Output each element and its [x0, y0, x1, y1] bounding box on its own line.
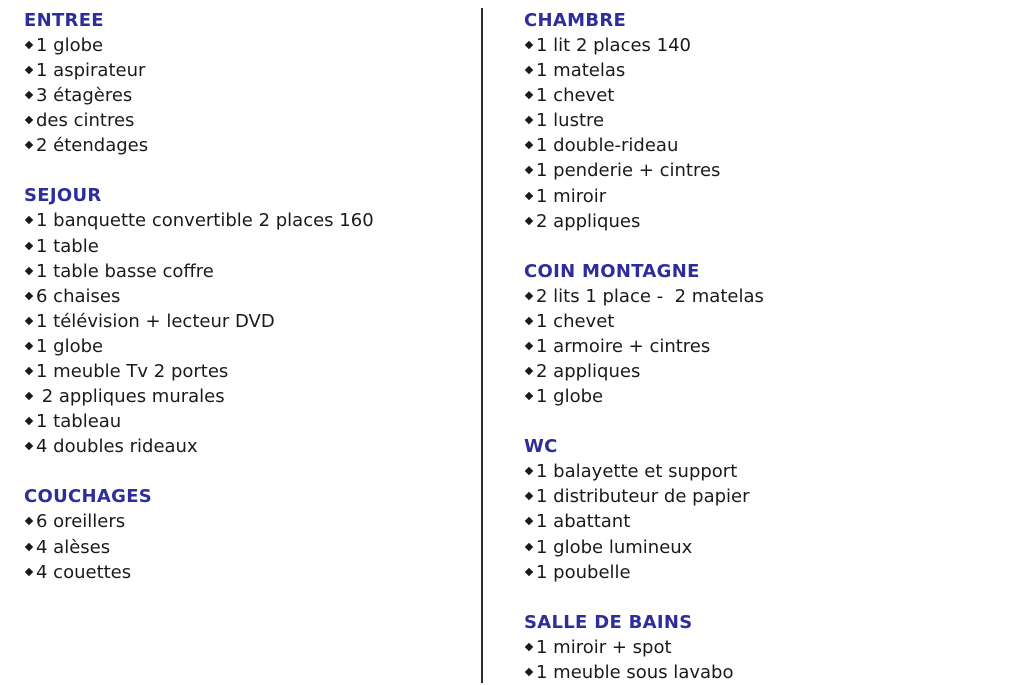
- bullet-icon: [525, 216, 533, 224]
- bullet-icon: [25, 266, 33, 274]
- list-item: 1 aspirateur: [24, 58, 464, 83]
- list-item: 1 armoire + cintres: [524, 334, 1004, 359]
- list-item: 1 lustre: [524, 108, 1004, 133]
- bullet-icon: [25, 241, 33, 249]
- bullet-icon: [525, 141, 533, 149]
- bullet-icon: [525, 492, 533, 500]
- bullet-icon: [25, 342, 33, 350]
- list-item: 4 alèses: [24, 535, 464, 560]
- list-item: 2 lits 1 place - 2 matelas: [524, 284, 1004, 309]
- bullet-icon: [25, 542, 33, 550]
- list-item: 2 étendages: [24, 133, 464, 158]
- item-list: [524, 284, 1004, 409]
- section-salle-de-bains: [524, 610, 1004, 685]
- bullet-icon: [525, 116, 533, 124]
- section-heading: COUCHAGES: [24, 486, 153, 508]
- bullet-icon: [525, 191, 533, 199]
- bullet-icon: [525, 91, 533, 99]
- list-item: 1 télévision + lecteur DVD: [24, 309, 464, 334]
- bullet-icon: [25, 317, 33, 325]
- section-coin-montagne: [524, 259, 1004, 409]
- section-couchages: [24, 484, 464, 584]
- bullet-icon: [25, 116, 33, 124]
- item-list: [24, 509, 464, 584]
- list-item: 6 chaises: [24, 284, 464, 309]
- bullet-icon: [525, 317, 533, 325]
- bullet-icon: [525, 542, 533, 550]
- section-wc: [524, 434, 1004, 584]
- bullet-icon: [525, 342, 533, 350]
- list-item: 1 balayette et support: [524, 459, 1004, 484]
- list-item: 3 étagères: [24, 83, 464, 108]
- list-item: 1 miroir: [524, 184, 1004, 209]
- bullet-icon: [25, 292, 33, 300]
- list-item: 1 abattant: [524, 509, 1004, 534]
- list-item: 2 appliques murales: [24, 384, 464, 409]
- list-item: 1 banquette convertible 2 places 160: [24, 208, 464, 233]
- bullet-icon: [25, 91, 33, 99]
- list-item: 1 meuble Tv 2 portes: [24, 359, 464, 384]
- list-item: 1 lit 2 places 140: [524, 33, 1004, 58]
- list-item: 1 tableau: [24, 409, 464, 434]
- list-item: 1 meuble sous lavabo: [524, 660, 1004, 685]
- bullet-icon: [25, 417, 33, 425]
- item-list: [524, 33, 1004, 234]
- list-item: des cintres: [24, 108, 464, 133]
- section-heading: WC: [524, 436, 558, 458]
- list-item: 1 table: [24, 234, 464, 259]
- left-column: [24, 0, 464, 585]
- list-item: 4 doubles rideaux: [24, 434, 464, 459]
- section-entree: [24, 8, 464, 158]
- bullet-icon: [525, 367, 533, 375]
- list-item: 6 oreillers: [24, 509, 464, 534]
- bullet-icon: [525, 66, 533, 74]
- bullet-icon: [25, 567, 33, 575]
- list-item: 2 appliques: [524, 359, 1004, 384]
- list-item: 4 couettes: [24, 560, 464, 585]
- bullet-icon: [25, 141, 33, 149]
- list-item: 1 matelas: [524, 58, 1004, 83]
- list-item: 1 penderie + cintres: [524, 158, 1004, 183]
- bullet-icon: [25, 517, 33, 525]
- section-heading: COIN MONTAGNE: [524, 260, 700, 282]
- list-item: 1 distributeur de papier: [524, 484, 1004, 509]
- list-item: 2 appliques: [524, 209, 1004, 234]
- bullet-icon: [25, 41, 33, 49]
- bullet-icon: [525, 467, 533, 475]
- bullet-icon: [25, 442, 33, 450]
- section-heading: CHAMBRE: [524, 10, 627, 31]
- bullet-icon: [525, 642, 533, 650]
- item-list: [524, 459, 1004, 584]
- section-heading: SALLE DE BAINS: [524, 611, 693, 633]
- right-column: [524, 0, 1004, 685]
- bullet-icon: [525, 392, 533, 400]
- column-divider: [481, 8, 483, 683]
- bullet-icon: [525, 517, 533, 525]
- list-item: 1 globe: [24, 334, 464, 359]
- bullet-icon: [525, 166, 533, 174]
- section-sejour: [24, 183, 464, 459]
- section-heading: ENTREE: [24, 10, 104, 31]
- bullet-icon: [25, 367, 33, 375]
- item-list: [24, 208, 464, 459]
- bullet-icon: [25, 216, 33, 224]
- list-item: 1 chevet: [524, 309, 1004, 334]
- list-item: 1 poubelle: [524, 560, 1004, 585]
- list-item: 1 globe: [24, 33, 464, 58]
- item-list: [524, 635, 1004, 685]
- section-heading: SEJOUR: [24, 185, 102, 207]
- list-item: 1 chevet: [524, 83, 1004, 108]
- item-list: [24, 33, 464, 158]
- list-item: 1 globe: [524, 384, 1004, 409]
- bullet-icon: [525, 292, 533, 300]
- list-item: 1 table basse coffre: [24, 259, 464, 284]
- list-item: 1 globe lumineux: [524, 535, 1004, 560]
- bullet-icon: [525, 41, 533, 49]
- list-item: 1 double-rideau: [524, 133, 1004, 158]
- list-item: 1 miroir + spot: [524, 635, 1004, 660]
- section-chambre: [524, 8, 1004, 234]
- bullet-icon: [525, 567, 533, 575]
- bullet-icon: [25, 66, 33, 74]
- bullet-icon: [25, 392, 33, 400]
